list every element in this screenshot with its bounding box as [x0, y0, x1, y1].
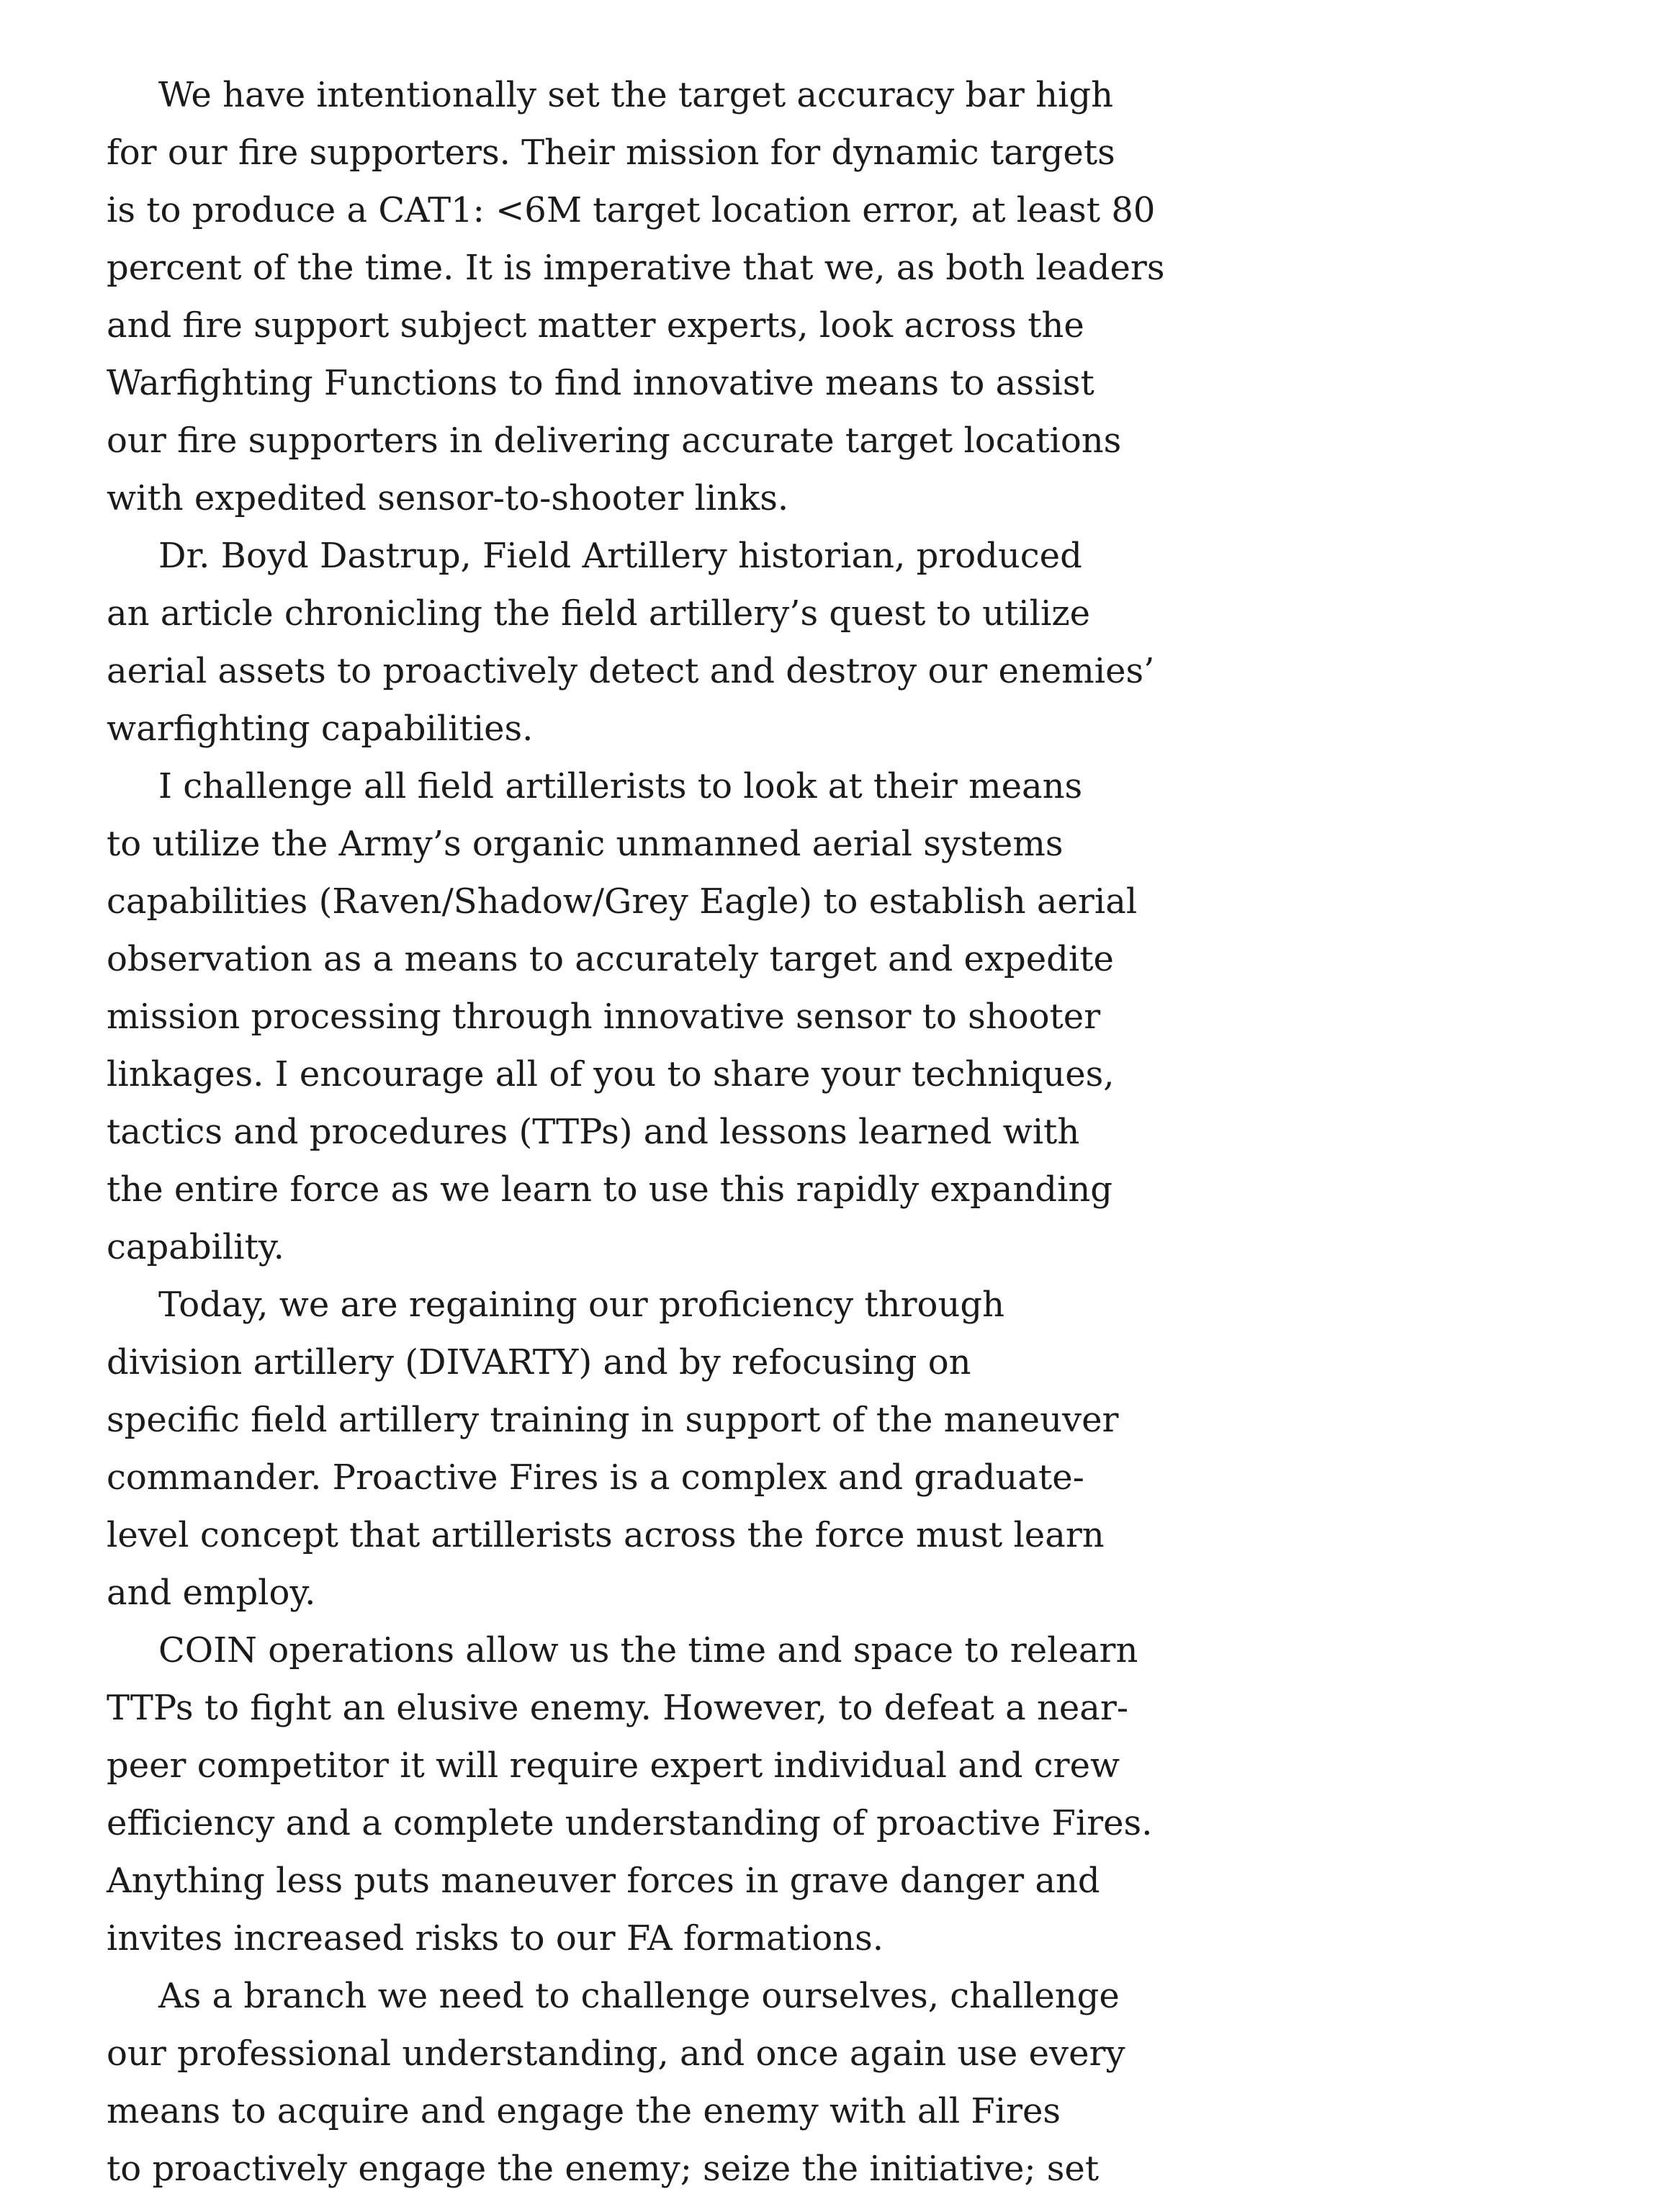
text-line: linkages. I encourage all of you to share your techniques,	[107, 1054, 1115, 1094]
text-line: to utilize the Army’s organic unmanned aerial systems	[107, 824, 1064, 864]
text-line: percent of the time. It is imperative that we, as both leaders	[107, 248, 1165, 288]
text-line: Dr. Boyd Dastrup, Field Artillery historian, produced	[158, 536, 1082, 576]
paragraph	[107, 1622, 1165, 1967]
text-line: specific field artillery training in support of the maneuver	[107, 1400, 1119, 1440]
text-line: peer competitor it will require expert individual and crew	[107, 1745, 1120, 1786]
text-line: commander. Proactive Fires is a complex and graduate-	[107, 1457, 1084, 1498]
paragraph	[107, 66, 1165, 527]
text-line: with expedited sensor-to-shooter links.	[107, 478, 789, 518]
paragraph	[107, 1967, 1165, 2198]
paragraph	[107, 1276, 1165, 1622]
paragraph	[107, 757, 1165, 1276]
text-line: COIN operations allow us the time and space to relearn	[158, 1630, 1138, 1671]
text-line: an article chronicling the field artillery’s quest to utilize	[107, 593, 1091, 634]
text-line: to proactively engage the enemy; seize the initiative; set	[107, 2149, 1100, 2189]
text-line: means to acquire and engage the enemy with all Fires	[107, 2091, 1061, 2131]
text-line: is to produce a CAT1: <6M target location error, at least 80	[107, 190, 1156, 230]
text-line: warfighting capabilities.	[107, 709, 534, 749]
text-line: efficiency and a complete understanding of proactive Fires.	[107, 1803, 1153, 1843]
text-line: division artillery (DIVARTY) and by refocusing on	[107, 1342, 971, 1382]
text-line: Today, we are regaining our proficiency through	[158, 1285, 1004, 1325]
paragraph	[107, 527, 1165, 757]
text-line: and employ.	[107, 1573, 316, 1613]
text-line: level concept that artillerists across the force must learn	[107, 1515, 1105, 1555]
text-line: TTPs to fight an elusive enemy. However, to defeat a near-	[107, 1688, 1129, 1728]
text-line: mission processing through innovative sensor to shooter	[107, 997, 1101, 1037]
text-line: observation as a means to accurately target and expedite	[107, 939, 1114, 979]
text-line: capabilities (Raven/Shadow/Grey Eagle) to establish aerial	[107, 881, 1138, 922]
text-line: and fire support subject matter experts, look across the	[107, 305, 1084, 346]
text-line: our fire supporters in delivering accurate target locations	[107, 421, 1122, 461]
text-line: capability.	[107, 1227, 284, 1267]
text-line: Warfighting Functions to find innovative means to assist	[107, 363, 1094, 403]
text-line: I challenge all field artillerists to look at their means	[158, 766, 1083, 806]
text-line: the entire force as we learn to use this rapidly expanding	[107, 1169, 1112, 1210]
text-line: As a branch we need to challenge ourselves, challenge	[158, 1976, 1120, 2016]
text-line: our professional understanding, and once again use every	[107, 2033, 1125, 2074]
text-line: Anything less puts maneuver forces in grave danger and	[107, 1861, 1100, 1901]
text-line: We have intentionally set the target accuracy bar high	[158, 75, 1113, 115]
body-text	[107, 66, 1165, 2198]
text-line: tactics and procedures (TTPs) and lessons learned with	[107, 1112, 1080, 1152]
text-line: invites increased risks to our FA formations.	[107, 1918, 884, 1959]
text-line: for our fire supporters. Their mission for dynamic targets	[107, 132, 1115, 173]
text-line: aerial assets to proactively detect and destroy our enemies’	[107, 651, 1155, 691]
